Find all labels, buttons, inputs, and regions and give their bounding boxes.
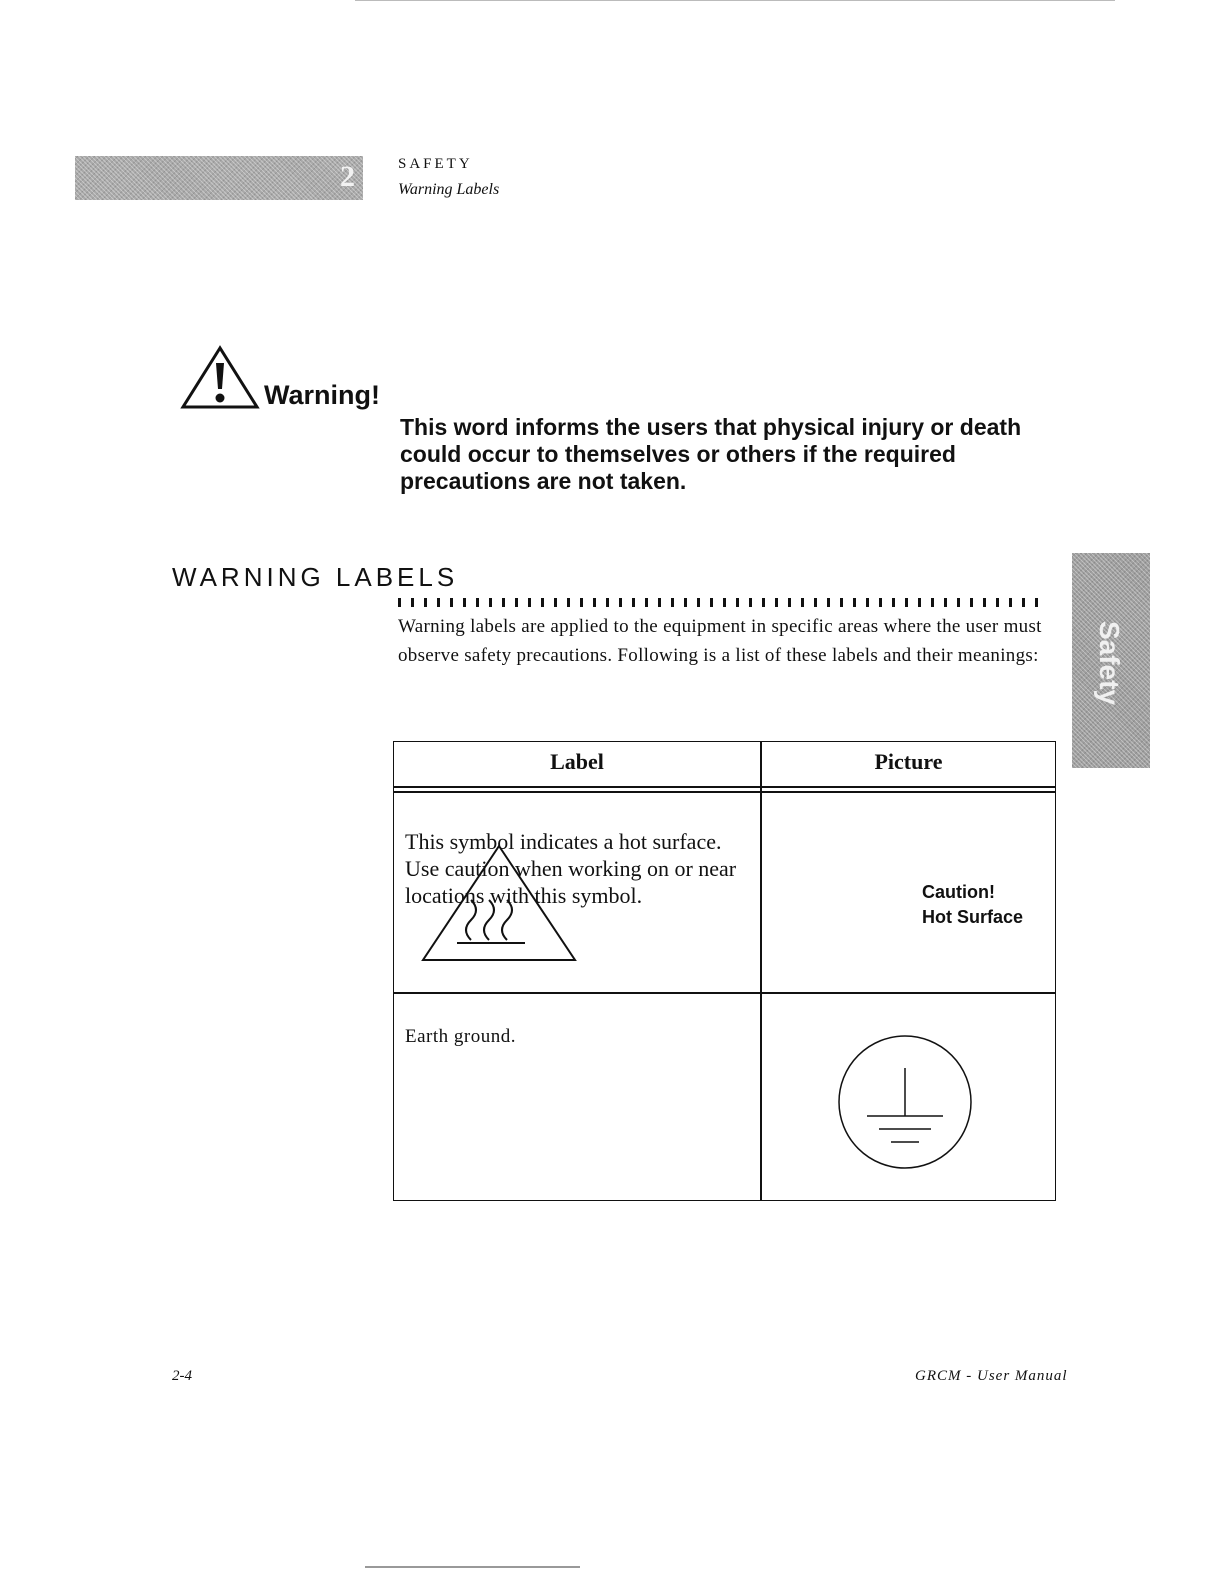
- scan-edge-bottom: [365, 1566, 580, 1568]
- side-tab-label: Safety: [1094, 620, 1125, 706]
- dotted-rule: [398, 598, 1048, 607]
- section-heading: WARNING LABELS: [172, 562, 459, 592]
- header-rule: [394, 786, 1055, 788]
- caption-line: Caution!: [922, 882, 995, 902]
- page-number: 2-4: [172, 1368, 192, 1384]
- header-rule: [394, 791, 1055, 793]
- column-header-picture: Picture: [874, 749, 943, 774]
- section-intro: Warning labels are applied to the equipment in specific areas where the user must observe safety precautions. Following is a list of these labels and their meanings:: [398, 616, 1042, 666]
- warning-title: Warning!: [264, 380, 380, 410]
- earth-ground-icon: [830, 1032, 980, 1172]
- row-divider: [394, 992, 1055, 994]
- column-header-label: Label: [550, 749, 604, 774]
- warning-labels-table: [393, 741, 1056, 1201]
- manual-title: GRCM - User Manual: [915, 1368, 1068, 1384]
- header-subsection-title: Warning Labels: [398, 181, 500, 198]
- hot-surface-icon: [419, 842, 579, 964]
- header-section-title: SAFETY: [398, 156, 473, 172]
- table-row-label: Earth ground.: [405, 1026, 516, 1047]
- hot-surface-caption: [922, 880, 1023, 930]
- chapter-tab: [75, 156, 363, 200]
- caption-line: Hot Surface: [922, 907, 1024, 927]
- table-row-label: This symbol indicates a hot surface. Use caution when working on or near locations with this symbol.: [405, 829, 737, 908]
- scan-edge-top: [355, 0, 1115, 1]
- column-divider: [760, 742, 762, 1200]
- warning-text: This word informs the users that physical injury or death could occur to themselves or others if the required precautions are not taken.: [400, 414, 1022, 494]
- chapter-number: 2: [340, 160, 355, 193]
- warning-triangle-icon: [180, 345, 260, 411]
